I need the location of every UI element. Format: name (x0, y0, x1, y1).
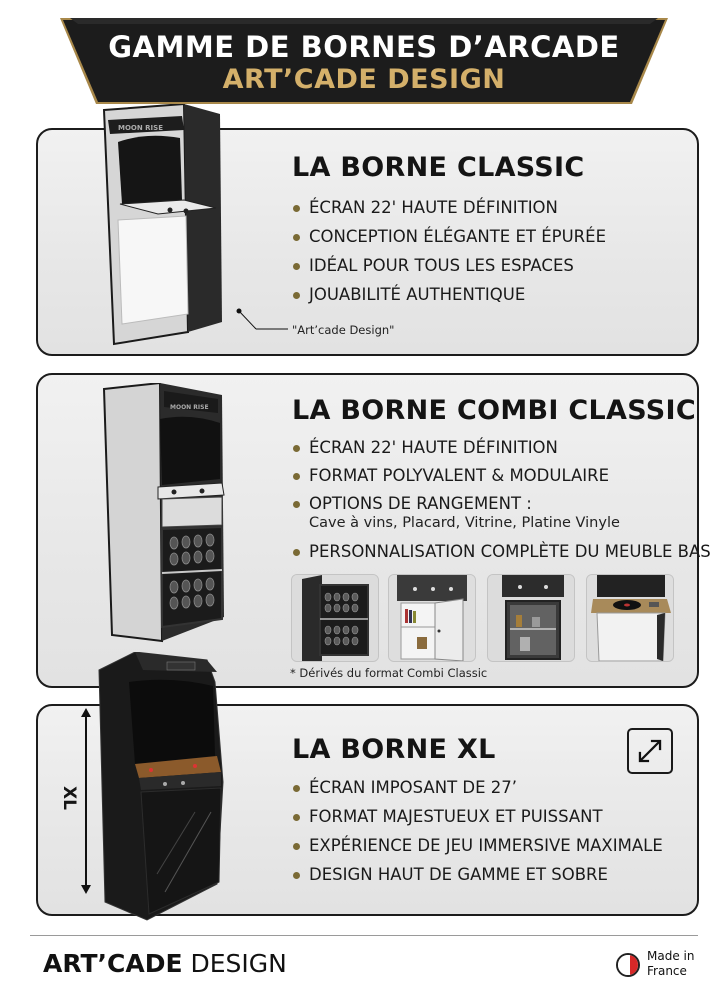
made-in-france-badge (616, 949, 716, 983)
variants-caption: * Dérivés du format Combi Classic (290, 666, 488, 680)
svg-text:MOON RISE: MOON RISE (118, 124, 163, 132)
variant-thumbnails (291, 574, 689, 662)
footer-divider (30, 935, 698, 936)
feature-item: FORMAT MAJESTUEUX ET PUISSANT (292, 807, 663, 836)
bullet-icon (293, 292, 300, 299)
feature-item: PERSONNALISATION COMPLÈTE DU MEUBLE BAS (292, 542, 711, 570)
variant-wine-rack (291, 574, 379, 662)
classic-cabinet-illustration (98, 104, 228, 354)
feature-item: ÉCRAN IMPOSANT DE 27’ (292, 778, 663, 807)
bullet-icon (293, 205, 300, 212)
bullet-icon (293, 843, 300, 850)
bullet-icon (293, 501, 300, 508)
feature-item: FORMAT POLYVALENT & MODULAIRE (292, 466, 711, 494)
product-card-combi-classic (36, 373, 711, 688)
feature-item: CONCEPTION ÉLÉGANTE ET ÉPURÉE (292, 227, 606, 256)
bullet-icon (293, 785, 300, 792)
product-card-classic (36, 124, 699, 356)
france-flag-icon (616, 953, 640, 977)
svg-text:MOON RISE: MOON RISE (170, 404, 209, 411)
feature-item: ÉCRAN 22' HAUTE DÉFINITION (292, 198, 606, 227)
feature-item: DESIGN HAUT DE GAMME ET SOBRE (292, 865, 663, 894)
variant-display-case (487, 574, 575, 662)
header-banner (0, 0, 728, 110)
xl-cabinet-illustration (95, 652, 235, 922)
storage-options-text: Cave à vins, Placard, Vitrine, Platine Vinyle (309, 515, 620, 531)
bullet-icon (293, 872, 300, 879)
feature-list (292, 438, 711, 570)
bullet-icon (293, 549, 300, 556)
header-subtitle: ART’CADE DESIGN (222, 64, 506, 95)
feature-item: OPTIONS DE RANGEMENT : Cave à vins, Placard, Vitrine, Platine Vinyle (292, 494, 711, 542)
feature-item: ÉCRAN 22' HAUTE DÉFINITION (292, 438, 711, 466)
design-caption: "Art’cade Design" (292, 323, 395, 337)
bullet-icon (293, 814, 300, 821)
feature-item: EXPÉRIENCE DE JEU IMMERSIVE MAXIMALE (292, 836, 663, 865)
feature-list (292, 198, 606, 314)
product-title: LA BORNE CLASSIC (292, 152, 585, 183)
feature-item: JOUABILITÉ AUTHENTIQUE (292, 285, 606, 314)
feature-item: IDÉAL POUR TOUS LES ESPACES (292, 256, 606, 285)
bullet-icon (293, 473, 300, 480)
expand-diagonal-icon (627, 728, 673, 774)
variant-cupboard (388, 574, 476, 662)
combi-cabinet-illustration (98, 383, 238, 645)
caption-leader-line (236, 308, 288, 332)
xl-size-label: XL (59, 786, 79, 810)
header-title: GAMME DE BORNES D’ARCADE (108, 30, 620, 64)
product-title: LA BORNE XL (292, 734, 496, 765)
feature-list (292, 778, 663, 894)
made-in-label: Made in France (647, 949, 695, 978)
footer-brand: ART’CADE DESIGN (43, 949, 287, 978)
product-title: LA BORNE COMBI CLASSIC (292, 395, 696, 426)
bullet-icon (293, 234, 300, 241)
variant-vinyl-turntable (586, 574, 674, 662)
bullet-icon (293, 263, 300, 270)
bullet-icon (293, 445, 300, 452)
